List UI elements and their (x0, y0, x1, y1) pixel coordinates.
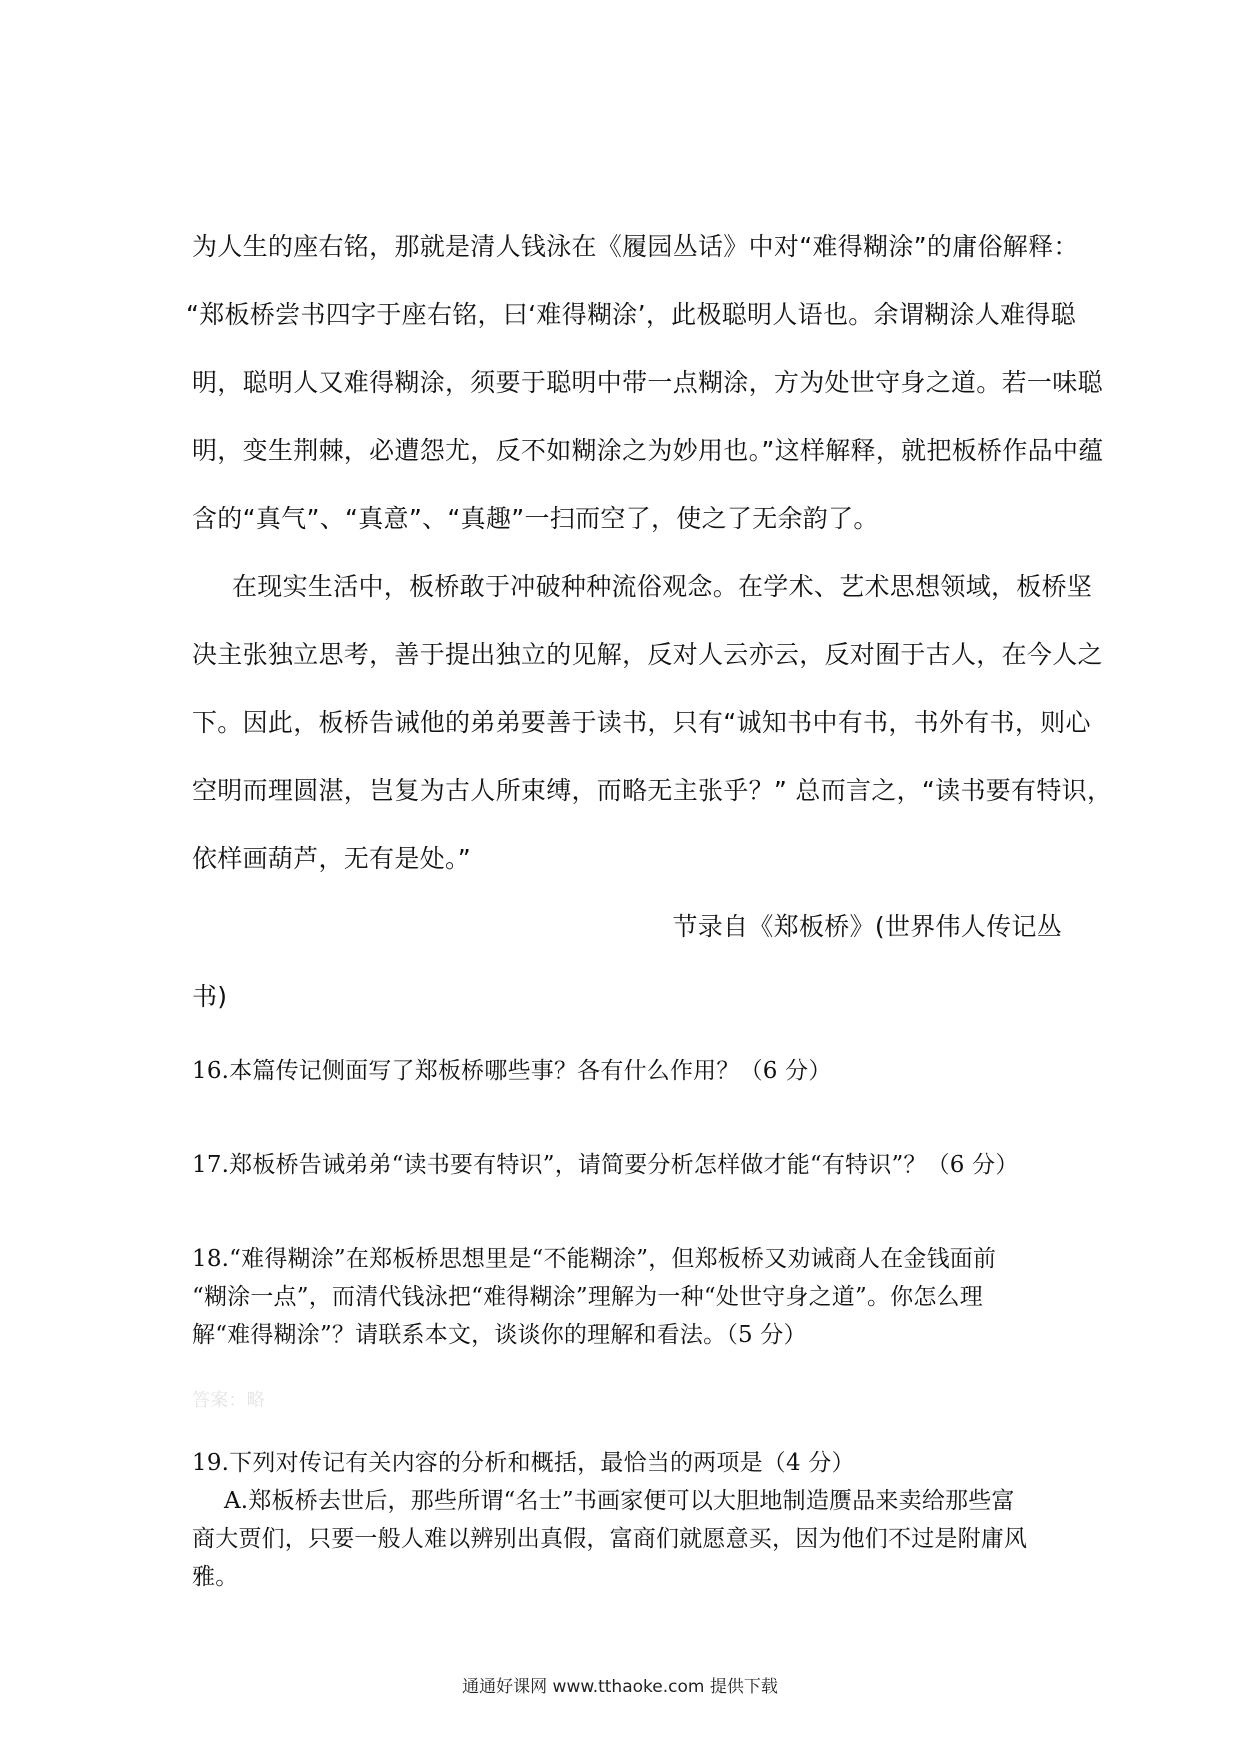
option-a-line-3: 雅。 (192, 1564, 239, 1590)
question-18-line-2: “糊涂一点”，而清代钱泳把“难得糊涂”理解为一种“处世守身之道”。你怎么理 (192, 1284, 983, 1310)
body-line-2: “郑板桥尝书四字于座右铭，曰‘难得糊涂’，此极聪明人语也。余谓糊涂人难得聪 (186, 300, 1076, 329)
body-line-3: 明，聪明人又难得糊涂，须要于聪明中带一点糊涂，方为处世守身之道。若一味聪 (192, 368, 1103, 397)
question-19: 19.下列对传记有关内容的分析和概括，最恰当的两项是（4 分） (192, 1450, 855, 1476)
source-line-1: 节录自《郑板桥》(世界伟人传记丛 (672, 912, 1062, 941)
question-16: 16.本篇传记侧面写了郑板桥哪些事？各有什么作用？（6 分） (192, 1058, 832, 1084)
body-line-8: 下。因此，板桥告诫他的弟弟要善于读书，只有“诚知书中有书，书外有书，则心 (192, 708, 1091, 737)
option-a-line-2: 商大贾们，只要一般人难以辨别出真假，富商们就愿意买，因为他们不过是附庸风 (192, 1526, 1028, 1552)
body-line-9: 空明而理圆湛，岂复为古人所束缚，而略无主张乎？” 总而言之，“读书要有特识， (192, 776, 1113, 805)
question-18-line-3: 解“难得糊涂”？请联系本文，谈谈你的理解和看法。（5 分） (192, 1322, 807, 1348)
footer-watermark: 通通好课网 www.tthaoke.com 提供下载 (462, 1677, 778, 1697)
faint-answer-note: 答案：略 (192, 1390, 265, 1411)
question-17: 17.郑板桥告诫弟弟“读书要有特识”，请简要分析怎样做才能“有特识”？（6 分） (192, 1152, 1019, 1178)
body-line-6: 在现实生活中，板桥敢于冲破种种流俗观念。在学术、艺术思想领域，板桥坚 (232, 572, 1093, 601)
body-line-4: 明，变生荆棘，必遭怨尤，反不如糊涂之为妙用也。”这样解释，就把板桥作品中蕴 (192, 436, 1104, 465)
question-18-line-1: 18.“难得糊涂”在郑板桥思想里是“不能糊涂”，但郑板桥又劝诫商人在金钱面前 (192, 1246, 997, 1272)
source-line-2: 书) (192, 982, 228, 1011)
option-a-line-1: A.郑板桥去世后，那些所谓“名士”书画家便可以大胆地制造赝品来卖给那些富 (224, 1488, 1015, 1514)
body-line-1: 为人生的座右铭，那就是清人钱泳在《履园丛话》中对“难得糊涂”的庸俗解释： (192, 232, 1079, 261)
body-line-7: 决主张独立思考，善于提出独立的见解，反对人云亦云，反对囿于古人，在今人之 (192, 640, 1103, 669)
body-line-10: 依样画葫芦，无有是处。” (192, 844, 472, 873)
body-line-5: 含的“真气”、“真意”、“真趣”一扫而空了，使之了无余韵了。 (192, 504, 879, 533)
